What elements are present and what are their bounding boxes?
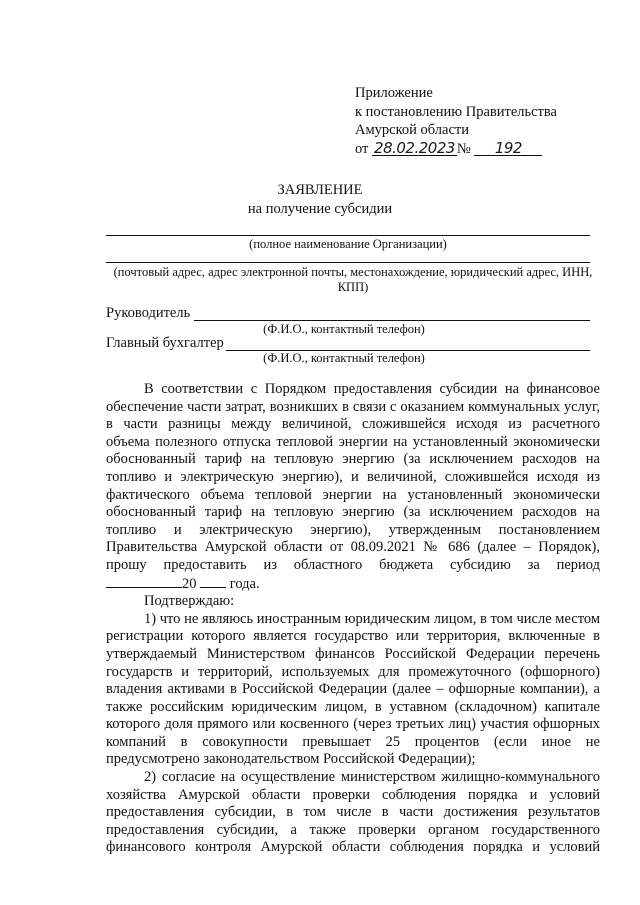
address-line: [106, 262, 590, 263]
head-fill-line: [194, 320, 590, 321]
item1-line: предусмотрено законодательством Российской Федерации);: [106, 751, 476, 768]
item1-line: владения активами в Российской Федерации (далее – офшорные компании), а: [106, 681, 600, 698]
body-line: Правительства Амурской области от 08.09.2021 № 686 (далее – Порядок),: [106, 539, 600, 556]
period-blank: [106, 575, 182, 588]
address-caption-1: (почтовый адрес, адрес электронной почты, местонахождение, юридический адрес, ИНН,: [113, 265, 593, 279]
main-paragraph: [106, 381, 600, 857]
item1-line: компаний в совокупности превышает 25 процентов (если иное не: [106, 733, 600, 750]
item2-line: 2) согласие на осуществление министерством жилищно-коммунального: [144, 769, 600, 786]
date-prefix: от: [355, 140, 369, 157]
head-caption: (Ф.И.О., контактный телефон): [263, 322, 425, 336]
year-blank: [200, 575, 226, 588]
item1-line: государств и территорий, используемых для промежуточного (офшорного): [106, 663, 600, 680]
body-line: обоснованный тариф на тепловую энергию (за исключением расходов на: [106, 504, 600, 521]
period-line: [106, 575, 600, 594]
item1-line: которого доля прямого или косвенного (через третьих лиц) участия офшорных: [106, 716, 600, 733]
body-line: топливо и электрическую энергию), утвержденным постановлением: [106, 521, 600, 538]
period-suffix: года.: [229, 575, 260, 592]
body-line: обеспечение части затрат, возникших в связи с оказанием коммунальных услуг,: [106, 398, 600, 415]
appendix-line-3: Амурской области: [355, 122, 469, 138]
handwritten-date: 28.02.2023: [374, 138, 455, 157]
item2-line: предоставления субсидии, в том числе в части достижения результатов: [106, 804, 600, 821]
item1-line: утверждаемый Министерством финансов Российской Федерации перечень: [106, 645, 600, 662]
item1-line: регистрации которого является государство или территория, включенные в: [106, 628, 600, 645]
appendix-block: [355, 84, 615, 158]
document-subtitle: на получение субсидии: [247, 201, 393, 217]
appendix-date-line: [355, 140, 615, 159]
accountant-label: Главный бухгалтер: [106, 335, 224, 351]
body-line: объема полезного отпуска тепловой энергии на установленный экономически: [106, 433, 600, 450]
number-prefix: №: [456, 140, 471, 157]
period-year-prefix: 20: [182, 575, 197, 592]
head-label: Руководитель: [106, 305, 191, 321]
document-title: ЗАЯВЛЕНИЕ: [277, 182, 363, 198]
handwritten-number: 192: [474, 141, 542, 156]
body-line: обоснованный тариф на тепловую энергию (за исключением расходов на: [106, 451, 600, 468]
accountant-caption: (Ф.И.О., контактный телефон): [263, 351, 425, 365]
body-line: топливо и электрическую энергию), и величиной, сложившейся исходя из: [106, 468, 600, 485]
body-line: В соответствии с Порядком предоставления субсидии на финансовое: [144, 381, 600, 397]
org-name-line: [106, 235, 590, 236]
appendix-line-2: к постановлению Правительства: [355, 103, 557, 120]
body-line: в части разницы между величиной, сложившейся исходя из расчетного: [106, 416, 600, 433]
item2-line: финансового контроля Амурской области соблюдения порядка и условий: [106, 839, 600, 856]
body-line: прошу предоставить из областного бюджета субсидию за период: [106, 556, 600, 573]
confirm-heading: Подтверждаю:: [144, 593, 235, 610]
item2-line: хозяйства Амурской области проверки соблюдения порядка и условий: [106, 786, 600, 803]
body-line: фактического объема тепловой энергии на установленный экономически: [106, 486, 600, 503]
appendix-line-1: Приложение: [355, 85, 433, 101]
org-name-caption: (полное наименование Организации): [249, 237, 447, 251]
item1-line: 1) что не являюсь иностранным юридическим лицом, в том числе местом: [144, 610, 600, 627]
item2-line: предоставления субсидии, а также проверки органом государственного: [106, 821, 600, 838]
address-caption-2: КПП): [337, 280, 369, 294]
item1-line: также российским юридическим лицом, в уставном (складочном) капитале: [106, 698, 600, 715]
